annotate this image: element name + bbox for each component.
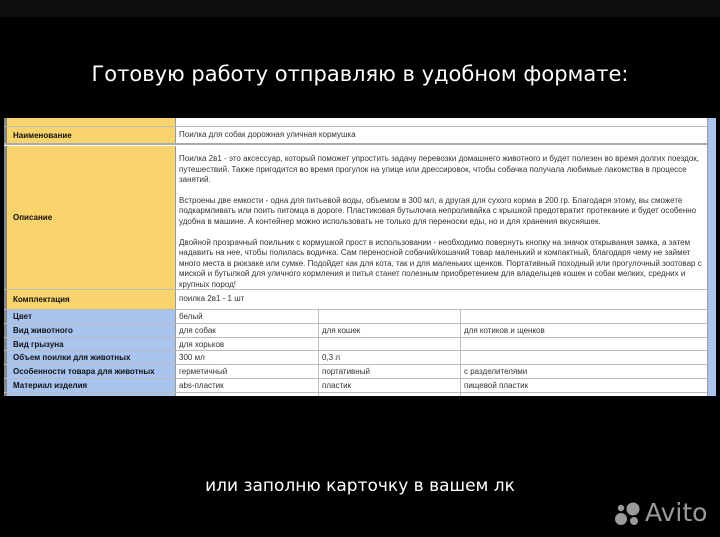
row-description bbox=[4, 146, 707, 290]
label: Комплектация bbox=[4, 290, 176, 309]
attribute-value[interactable]: abs-пластик bbox=[176, 379, 319, 392]
value[interactable]: Поилка для собак дорожная уличная кормушка bbox=[179, 129, 356, 139]
attribute-label: Вид грызуна bbox=[4, 338, 176, 351]
attribute-value[interactable]: 0,3 л bbox=[319, 351, 461, 364]
attribute-row bbox=[4, 338, 707, 352]
label: Описание bbox=[4, 146, 176, 289]
attribute-value[interactable]: 300 мл bbox=[176, 351, 319, 364]
attribute-value[interactable]: для собак bbox=[176, 324, 319, 337]
top-bar bbox=[0, 0, 720, 17]
attribute-value[interactable]: пищевой пластик bbox=[464, 380, 529, 390]
avito-logo bbox=[613, 498, 707, 527]
attribute-value[interactable] bbox=[461, 338, 707, 351]
label: Наименование bbox=[4, 127, 176, 143]
subheading: или заполню карточку в вашем лк bbox=[205, 476, 515, 496]
scrollbar[interactable] bbox=[707, 118, 716, 396]
attribute-row bbox=[4, 324, 707, 338]
attribute-label: Цвет bbox=[4, 310, 176, 323]
attribute-row bbox=[4, 351, 707, 365]
spreadsheet bbox=[4, 118, 716, 396]
attribute-label: Материал изделия bbox=[4, 379, 176, 392]
logo-text: Avito bbox=[645, 498, 708, 527]
attribute-value[interactable] bbox=[319, 310, 461, 323]
value[interactable] bbox=[176, 146, 707, 289]
attribute-value[interactable] bbox=[461, 310, 707, 323]
attribute-value[interactable]: для хорьков bbox=[176, 338, 319, 351]
row-name bbox=[4, 127, 707, 145]
attribute-value[interactable]: с разделителями bbox=[464, 367, 528, 377]
attribute-row bbox=[4, 365, 707, 379]
attribute-label: Объем поилки для животных bbox=[4, 351, 176, 364]
attribute-value[interactable]: портативный bbox=[319, 365, 461, 378]
attribute-value[interactable] bbox=[319, 338, 461, 351]
attribute-value[interactable]: для котиков и щенков bbox=[464, 325, 545, 335]
paragraph: Встроены две емкости - одна для питьевой воды, объемом в 300 мл, а другая для сухого корма в 200 гр. Благодаря этому, вы сможете подкармливать или поить питомца в дороге. Пластиковая бутылочка непроливайка с крышкой предотвратит протекание и будет особенно удобна в машине. А контейнер можно использовать не только для переноски еды, но и для хранения вкусняшек. bbox=[179, 195, 697, 226]
attribute-label: Особенности товара для животных bbox=[4, 365, 176, 378]
paragraph: Двойной прозрачный поильник с кормушкой прост в использовании - необходимо повернуть кнопку на значок открывания замка, а затем надавить на нее, чтобы полилась водичка. Сам переносной собачий/кошачий товар маленький и компактный, благодаря чему не займет много места в рюкзаке или сумке. Подойдет как для кота, так и для маленьких щенков. Портативный походный или прогулочный зоотовар с миской и бутылкой для уличного кормления и питья станет полезным приобретением для владельцев кошек и собак мелких, средних и крупных пород! bbox=[179, 237, 702, 289]
row-kit bbox=[4, 290, 707, 310]
attribute-value[interactable]: белый bbox=[176, 310, 319, 323]
avito-dots-icon bbox=[613, 500, 641, 526]
attribute-label: Вид животного bbox=[4, 324, 176, 337]
attribute-row bbox=[4, 379, 707, 393]
attribute-value[interactable]: пластик bbox=[319, 379, 461, 392]
attribute-row bbox=[4, 310, 707, 324]
attribute-value[interactable]: герметичный bbox=[176, 365, 319, 378]
value[interactable]: поилка 2в1 - 1 шт bbox=[179, 294, 245, 304]
attribute-value[interactable]: для кошек bbox=[319, 324, 461, 337]
paragraph: Поилка 2в1 - это аксессуар, который поможет упростить задачу перевозки домашнего животного и будет полезен во время долгих поездок, путешествий. Также пригодится во время прогулок на улице или дрессировок, чтобы собачка получала любимые лакомства в процессе занятий. bbox=[179, 154, 699, 185]
attribute-value[interactable] bbox=[461, 351, 707, 364]
heading: Готовую работу отправляю в удобном формате: bbox=[91, 62, 629, 86]
